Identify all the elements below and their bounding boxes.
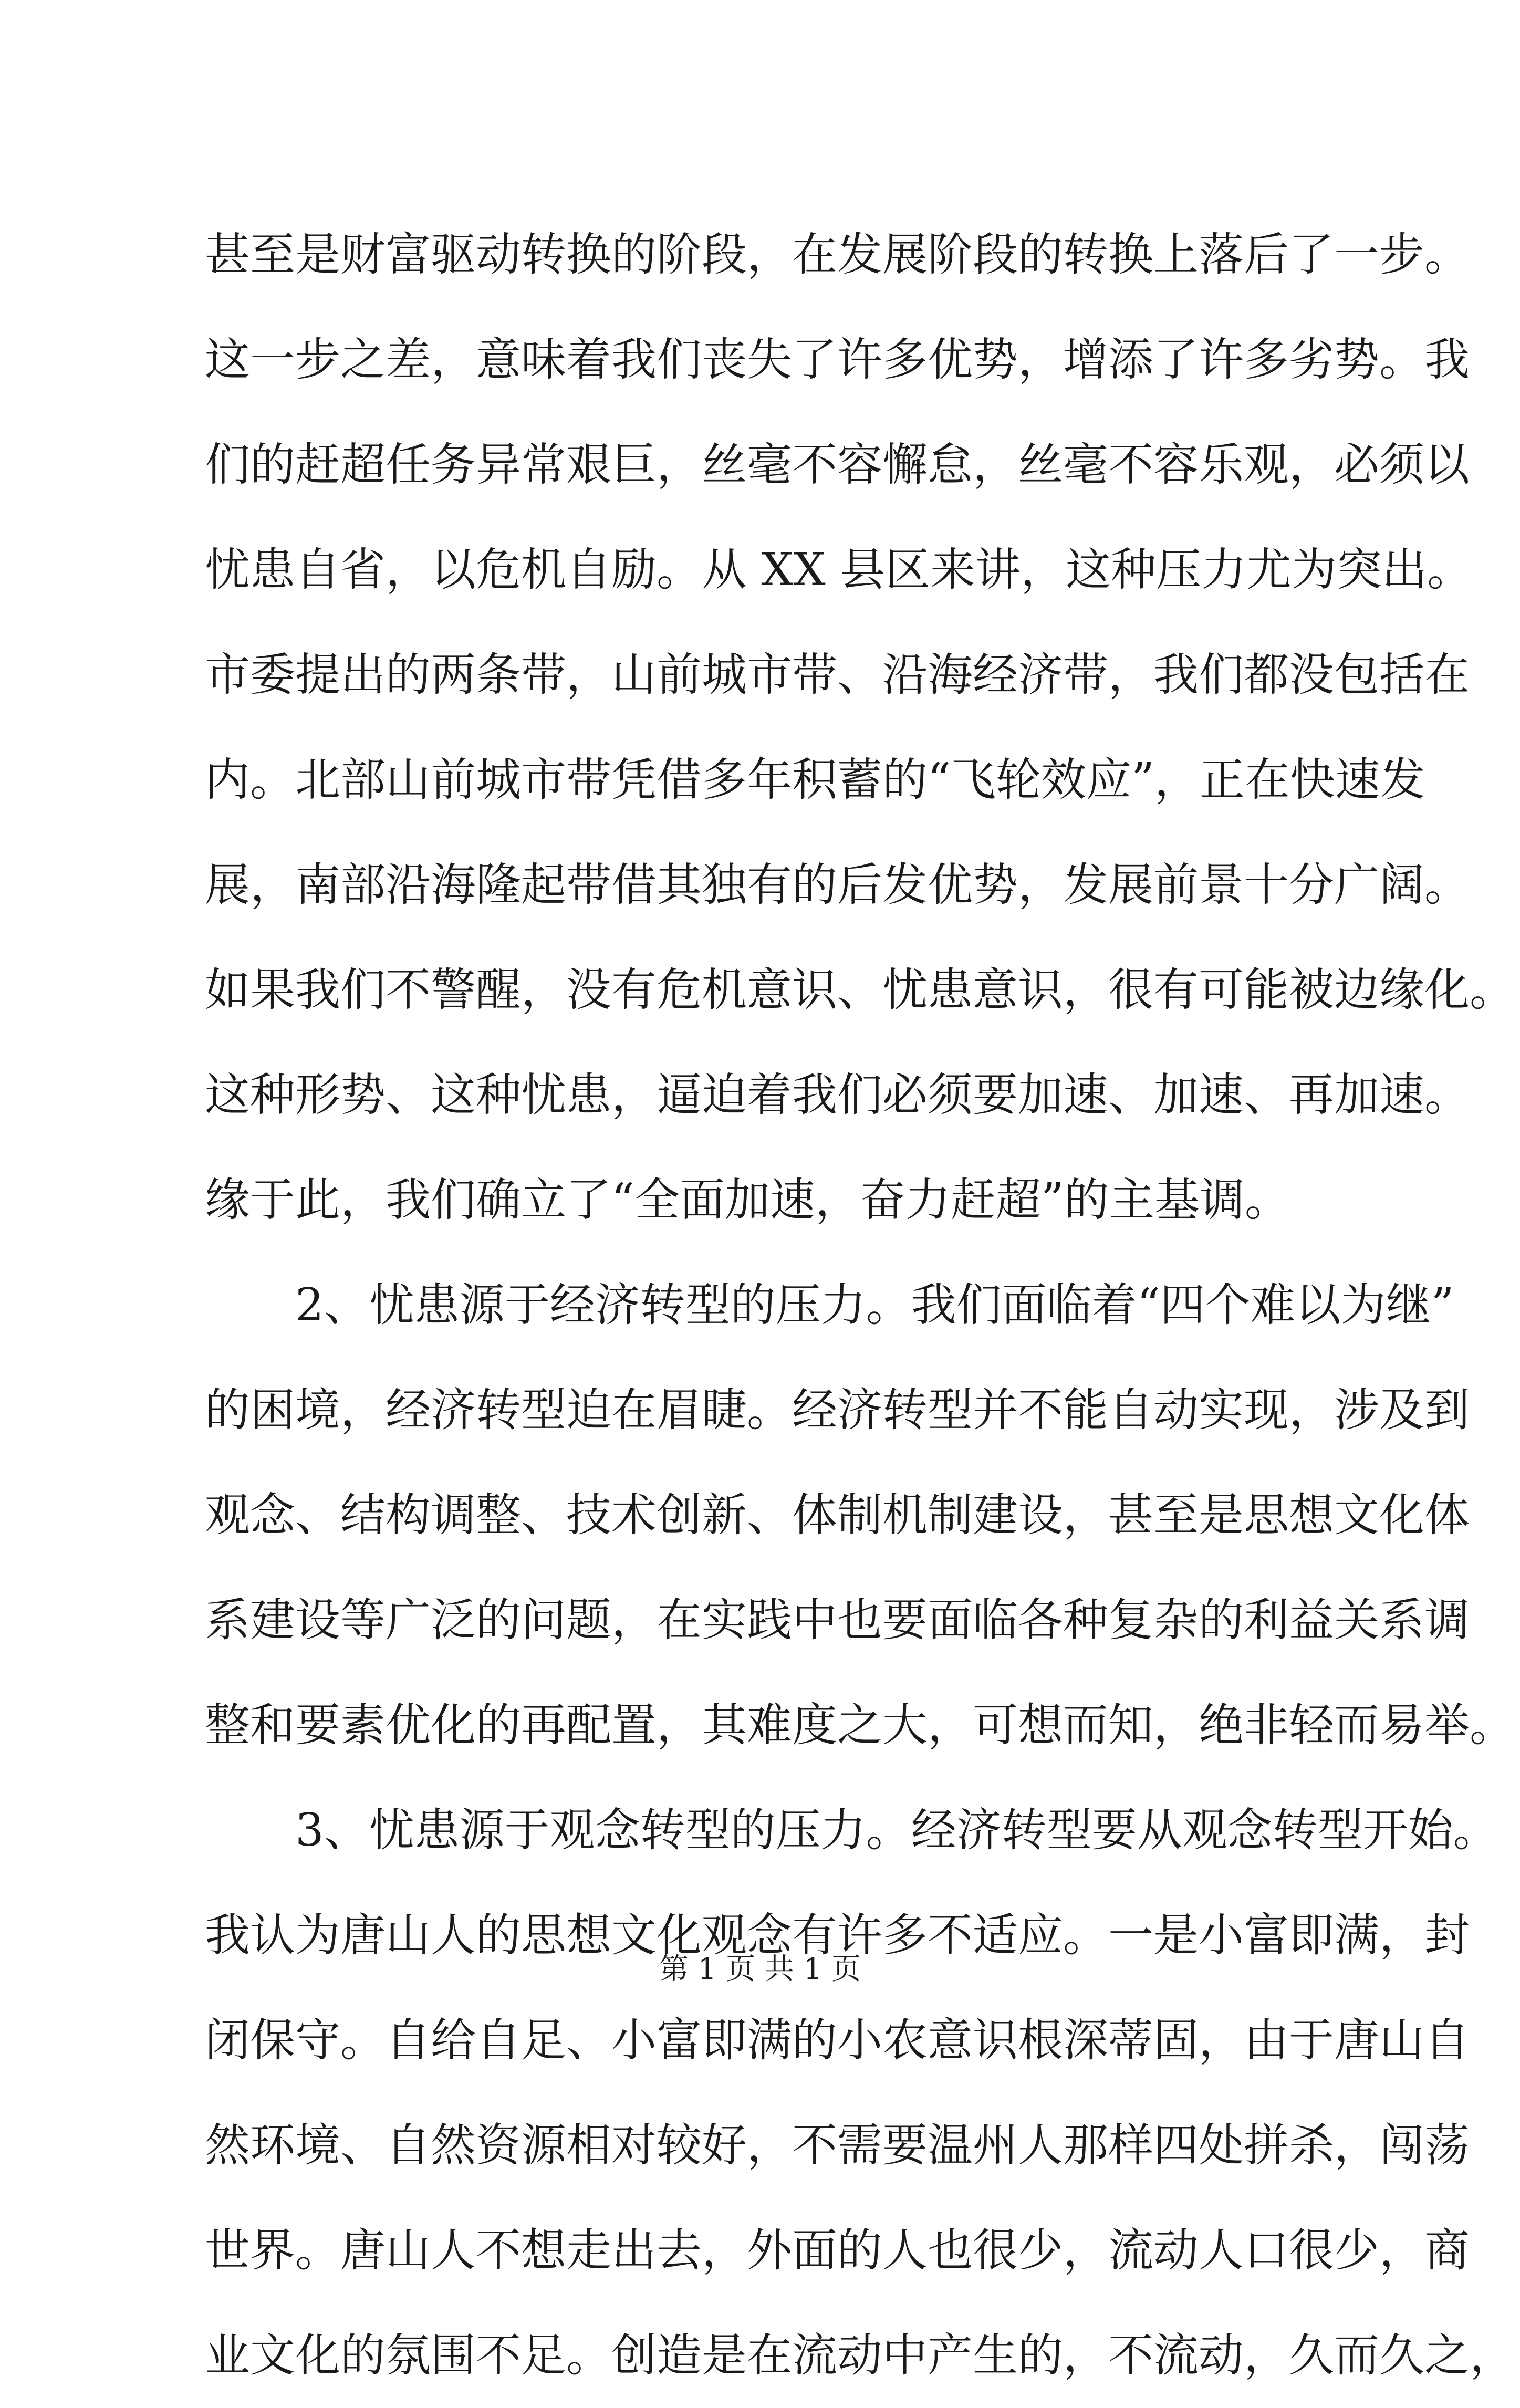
text-line: 整和要素优化的再配置，其难度之大，可想而知，绝非轻而易举。: [205, 1699, 1515, 1752]
text-line: 忧患自省，以危机自励。从 XX 县区来讲，这种压力尤为突出。: [205, 544, 1473, 596]
page-footer: [0, 1948, 1520, 1990]
text-line: 系建设等广泛的问题，在实践中也要面临各种复杂的利益关系调: [205, 1594, 1470, 1646]
text-line: 闭保守。自给自足、小富即满的小农意识根深蒂固，由于唐山自: [205, 2014, 1470, 2067]
paragraph-start-line: 2、忧患源于经济转型的压力。我们面临着“四个难以为继”: [205, 1279, 1454, 1331]
text-line: 然环境、自然资源相对较好，不需要温州人那样四处拼杀，闯荡: [205, 2119, 1470, 2172]
text-line: 展，南部沿海隆起带借其独有的后发优势，发展前景十分广阔。: [205, 859, 1470, 911]
text-line: 这一步之差，意味着我们丧失了许多优势，增添了许多劣势。我: [205, 333, 1470, 386]
text-line: 业文化的氛围不足。创造是在流动中产生的，不流动，久而久之，: [205, 2329, 1515, 2382]
page-number-label: 第 1 页 共 1 页: [659, 1952, 861, 1986]
text-line: 缘于此，我们确立了“全面加速，奋力赶超”的主基调。: [205, 1174, 1290, 1226]
text-line: 们的赶超任务异常艰巨，丝毫不容懈怠，丝毫不容乐观，必须以: [205, 439, 1470, 491]
body-text: [205, 202, 1515, 2408]
text-line: 的困境，经济转型迫在眉睫。经济转型并不能自动实现，涉及到: [205, 1384, 1470, 1436]
text-line: 观念、结构调整、技术创新、体制机制建设，甚至是思想文化体: [205, 1489, 1470, 1541]
text-line: 市委提出的两条带，山前城市带、沿海经济带，我们都没包括在: [205, 649, 1470, 701]
text-line: 世界。唐山人不想走出去，外面的人也很少，流动人口很少，商: [205, 2224, 1470, 2277]
text-line: 内。北部山前城市带凭借多年积蓄的“飞轮效应”，正在快速发: [205, 754, 1425, 806]
text-line: 甚至是财富驱动转换的阶段，在发展阶段的转换上落后了一步。: [205, 228, 1470, 281]
text-line: 如果我们不警醒，没有危机意识、忧患意识，很有可能被边缘化。: [205, 964, 1515, 1016]
paragraph-start-line: 3、忧患源于观念转型的压力。经济转型要从观念转型开始。: [205, 1804, 1498, 1857]
text-line: 我认为唐山人的思想文化观念有许多不适应。一是小富即满，封: [205, 1909, 1470, 1962]
text-line: 这种形势、这种忧患，逼迫着我们必须要加速、加速、再加速。: [205, 1069, 1470, 1121]
